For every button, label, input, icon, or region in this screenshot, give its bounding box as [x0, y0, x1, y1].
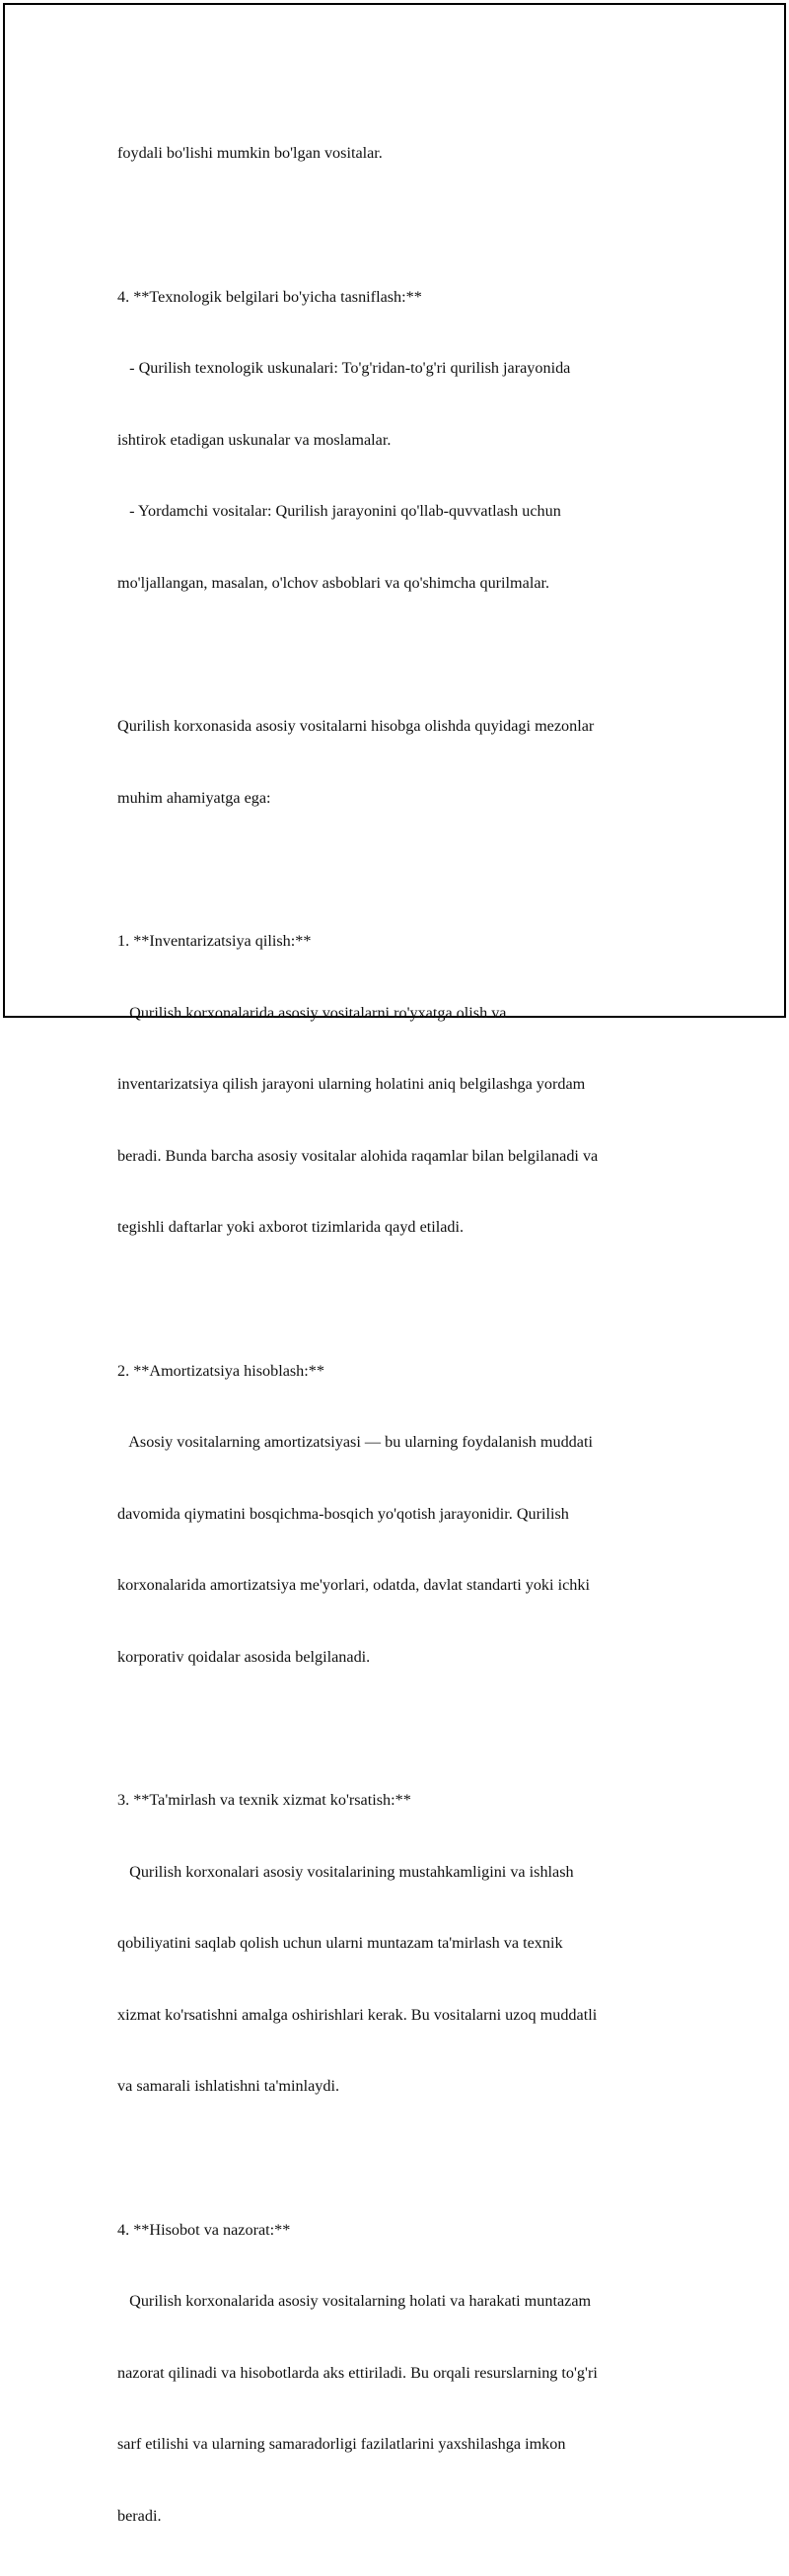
text-line: va samarali ishlatishni ta'minlaydi. [117, 2077, 339, 2096]
text-line: ishtirok etadigan uskunalar va moslamalar. [117, 430, 392, 449]
blank-line [117, 1287, 689, 1311]
text-line: Qurilish korxonalari asosiy vositalarining mustahkamligini va ishlash [117, 1862, 574, 1881]
text-line: muhim ahamiyatga ega: [117, 788, 271, 807]
text-line: Qurilish korxonasida asosiy vositalarni hisobga olishda quyidagi mezonlar [117, 717, 595, 736]
blank-line [117, 2146, 689, 2170]
text-line: nazorat qilinadi va hisobotlarda aks ettiriladi. Bu orqali resurslarning to'g'ri [117, 2363, 598, 2382]
blank-line [117, 213, 689, 237]
section-heading: 4. **Texnologik belgilari bo'yicha tasniflash:** [117, 287, 422, 306]
document-body [117, 94, 689, 2576]
text-line: Qurilish korxonalarida asosiy vositalarni ro'yxatga olish va [117, 1003, 507, 1022]
text-line: foydali bo'lishi mumkin bo'lgan vositalar. [117, 144, 383, 163]
text-line: davomida qiymatini bosqichma-bosqich yo'qotish jarayonidir. Qurilish [117, 1504, 569, 1523]
section-heading: 4. **Hisobot va nazorat:** [117, 2220, 291, 2239]
text-line: Asosiy vositalarning amortizatsiyasi — bu ularning foydalanish muddati [117, 1433, 593, 1452]
section-heading: 2. **Amortizatsiya hisoblash:** [117, 1361, 324, 1380]
text-line: - Yordamchi vositalar: Qurilish jarayonini qo'llab-quvvatlash uchun [117, 502, 561, 521]
text-line: inventarizatsiya qilish jarayoni ularning holatini aniq belgilashga yordam [117, 1075, 586, 1094]
text-line: beradi. [117, 2507, 162, 2525]
text-line: beradi. Bunda barcha asosiy vositalar alohida raqamlar bilan belgilanadi va [117, 1146, 599, 1165]
section-heading: 3. **Ta'mirlash va texnik xizmat ko'rsatish:** [117, 1791, 411, 1810]
text-line: korporativ qoidalar asosida belgilanadi. [117, 1647, 371, 1666]
text-line: korxonalarida amortizatsiya me'yorlari, odatda, davlat standarti yoki ichki [117, 1576, 590, 1595]
text-line: Qurilish korxonalarida asosiy vositalarning holati va harakati muntazam [117, 2292, 592, 2311]
blank-line [117, 643, 689, 667]
text-line: sarf etilishi va ularning samaradorligi fazilatlarini yaxshilashga imkon [117, 2435, 566, 2454]
text-line: mo'ljallangan, masalan, o'lchov asboblari va qo'shimcha qurilmalar. [117, 573, 550, 592]
text-line: - Qurilish texnologik uskunalari: To'g'ridan-to'g'ri qurilish jarayonida [117, 359, 571, 378]
blank-line [117, 1716, 689, 1740]
text-line: xizmat ko'rsatishni amalga oshirishlari kerak. Bu vositalarni uzoq muddatli [117, 2005, 598, 2024]
section-heading: 1. **Inventarizatsiya qilish:** [117, 931, 312, 950]
text-line: qobiliyatini saqlab qolish uchun ularni muntazam ta'mirlash va texnik [117, 1934, 563, 1953]
text-line: tegishli daftarlar yoki axborot tizimlarida qayd etiladi. [117, 1218, 465, 1237]
blank-line [117, 857, 689, 881]
page-frame [3, 3, 786, 2525]
